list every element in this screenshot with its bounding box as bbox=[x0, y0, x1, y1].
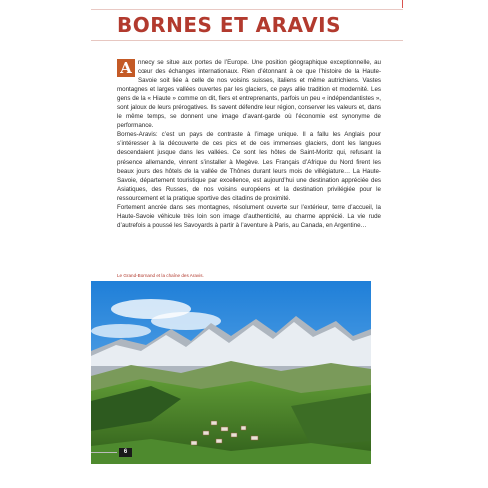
paragraph-1-text: nnecy se situe aux portes de l’Europe. Une position géographique exceptionnelle, au cœur des échanges internationaux. Rien d’étonnant à ce que l’histoire de la Haute-Savoie soit liée à celle de nos voisins suisses, italiens et même autrichiens. Vastes montagnes et larges vallées ouvertes par les glaciers, ce pays allie tradition et modernité. Les gens de la « Hiaute » comme on dit, fiers et entreprenants, parfois un peu « indépendantistes », sont jaloux de leurs prérogatives. Ils savent défendre leur région, conserver les valeurs et, dans le même temps, se donnent une image d’avant-garde où l’économie est synonyme de performance. bbox=[117, 59, 381, 130]
dropcap-letter: A bbox=[117, 59, 135, 77]
landscape-photo bbox=[91, 281, 371, 464]
paragraph-2: Bornes-Aravis: c’est un pays de contraste à l’image unique. Il a fallu les Anglais pour s’intéresser à la découverte de ces pics et de ces immenses glaciers, dont les langues descendaient jusque dans les vallées. Ce sont les hôtes de Saint-Moritz qui, refusant la présence allemande, vinrent s’installer à Megève. Les Français d’Afrique du Nord firent les beaux jours des hôtels de la vallée de Thônes durant leurs mois de villégiature… La Haute-Savoie, département touristique par excellence, est aujourd’hui une destination appréciée des Asiatiques, des Russes, de nos voisins européens et la destination privilégiée pour le ressourcement et la pratique sportive des citadins de proximité. bbox=[117, 131, 381, 202]
title-divider bbox=[91, 40, 403, 41]
footer-rule bbox=[91, 452, 117, 453]
header-accent-mark bbox=[402, 0, 403, 8]
header-rule bbox=[91, 0, 403, 10]
paragraph-1 bbox=[117, 58, 381, 130]
page-title: BORNES ET ARAVIS bbox=[117, 13, 342, 37]
photo-caption: Le Grand-Bornand et la chaîne des Aravis. bbox=[117, 273, 204, 278]
page-number: 6 bbox=[119, 448, 132, 457]
article-body bbox=[117, 58, 381, 230]
paragraph-3: Fortement ancrée dans ses montagnes, résolument ouverte sur l’extérieur, terre d’accueil, la Haute-Savoie véhicule très loin son image d’authenticité, au charme apprécié. La vie rude d’autrefois a poussé les Savoyards à partir à l’aventure à Paris, au Canada, en Argentine… bbox=[117, 203, 381, 229]
